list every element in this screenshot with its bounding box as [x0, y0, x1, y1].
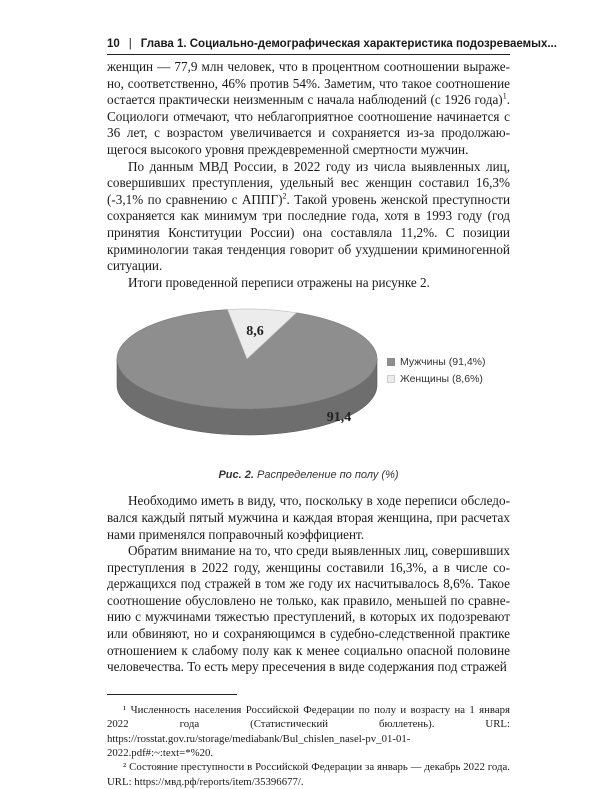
legend-swatch-men — [387, 358, 395, 366]
footnote-1: ¹ Численность населения Российской Федерации по полу и возрасту на 1 января 2022 года (Статистический бюллетень). URL: https://rosstat.gov.ru/storage/mediabank/Bul_chislen_nasel-pv_01-01-2022.pdf#:~:text=*%20. — [107, 703, 510, 760]
running-title: Глава 1. Социально-демографическая характеристика подозреваемых... — [140, 38, 557, 50]
pie-chart-figure — [107, 297, 510, 465]
legend-item-women — [387, 370, 486, 387]
legend-item-men — [387, 353, 486, 370]
paragraph-3: Итоги проведенной переписи отражены на рисунке 2. — [128, 274, 430, 290]
legend-label-women: Женщины (8,6%) — [400, 372, 483, 385]
paragraph-1 — [107, 59, 510, 159]
figure-caption-text: Распределение по полу (%) — [257, 469, 399, 482]
running-header — [107, 38, 557, 50]
chart-legend — [387, 353, 486, 387]
data-label-men: 91,4 — [326, 410, 352, 426]
legend-swatch-women — [387, 375, 395, 383]
paragraph-2-tail: . Такой уровень женской преступности сохраняется как минимум три последние года, хотя в 1993 году (год принятия Конституции России) она составляла 11,2%. С позиции криминологии такая тенденция говорит об ухудшении криминогенной ситуации. — [107, 191, 511, 274]
figure-caption — [107, 469, 510, 481]
page-number: 10 — [107, 38, 120, 50]
paragraph-4: Необходимо иметь в виду, что, поскольку в ходе переписи обследовался каждый пятый мужчина и каждая вторая женщина, при расчетах нами применялся поправочный коэффициент. — [107, 493, 510, 542]
paragraph-2 — [107, 159, 510, 275]
header-rule — [107, 54, 510, 55]
figure-caption-label: Рис. 2. — [218, 469, 254, 482]
paragraph-1-tail: . Социологи отмечают, что неблагоприятное соотношение начинается с 36 лет, с возрастом увеличивается и сохраняется из-за продолжающегося высокого уровня преждевременной смертности мужчин. — [107, 92, 510, 157]
book-page — [107, 38, 557, 789]
paragraph-1-text: женщин — 77,9 млн человек, что в процентном соотношении выражено, соответственно, 46% против 54%. Заметим, что такое соотношение остается практически неизменным с начала наблюдений (с 1926 года) — [107, 59, 510, 108]
paragraph-2-text: По данным МВД России, в 2022 году из числа выявленных лиц, совершивших преступления, удельный вес женщин составил 16,3% (-3,1% по сравнению с АППГ) — [107, 158, 510, 207]
footnote-ref-2[interactable]: 2 — [282, 191, 287, 201]
paragraph-5: Обратим внимание на то, что среди выявленных лиц, совершивших преступления в 2022 году, женщины составили 16,3%, а в числе содержащихся под стражей в том же году их насчитывалось 8,6%. Такое соотношение обусловлено не только, как правило, меньшей по сравнению с мужчинами тяжестью преступлений, в которых их подозревают или обвиняют, но и сохраняющимся в судебно-следственной практике отношением к слабому полу как к менее социально опасной половине человечества. То есть меру пресечения в виде содержания под стражей — [107, 543, 510, 675]
footnote-rule — [107, 694, 237, 695]
footnote-ref-1[interactable]: 1 — [502, 91, 507, 101]
header-separator: | — [128, 38, 132, 50]
legend-label-men: Мужчины (91,4%) — [400, 355, 486, 368]
footnote-2: ² Состояние преступности в Российской Федерации за январь — декабрь 2022 года. URL: https://мвд.рф/reports/item/35396677/. — [107, 761, 510, 788]
data-label-women: 8,6 — [246, 324, 264, 340]
